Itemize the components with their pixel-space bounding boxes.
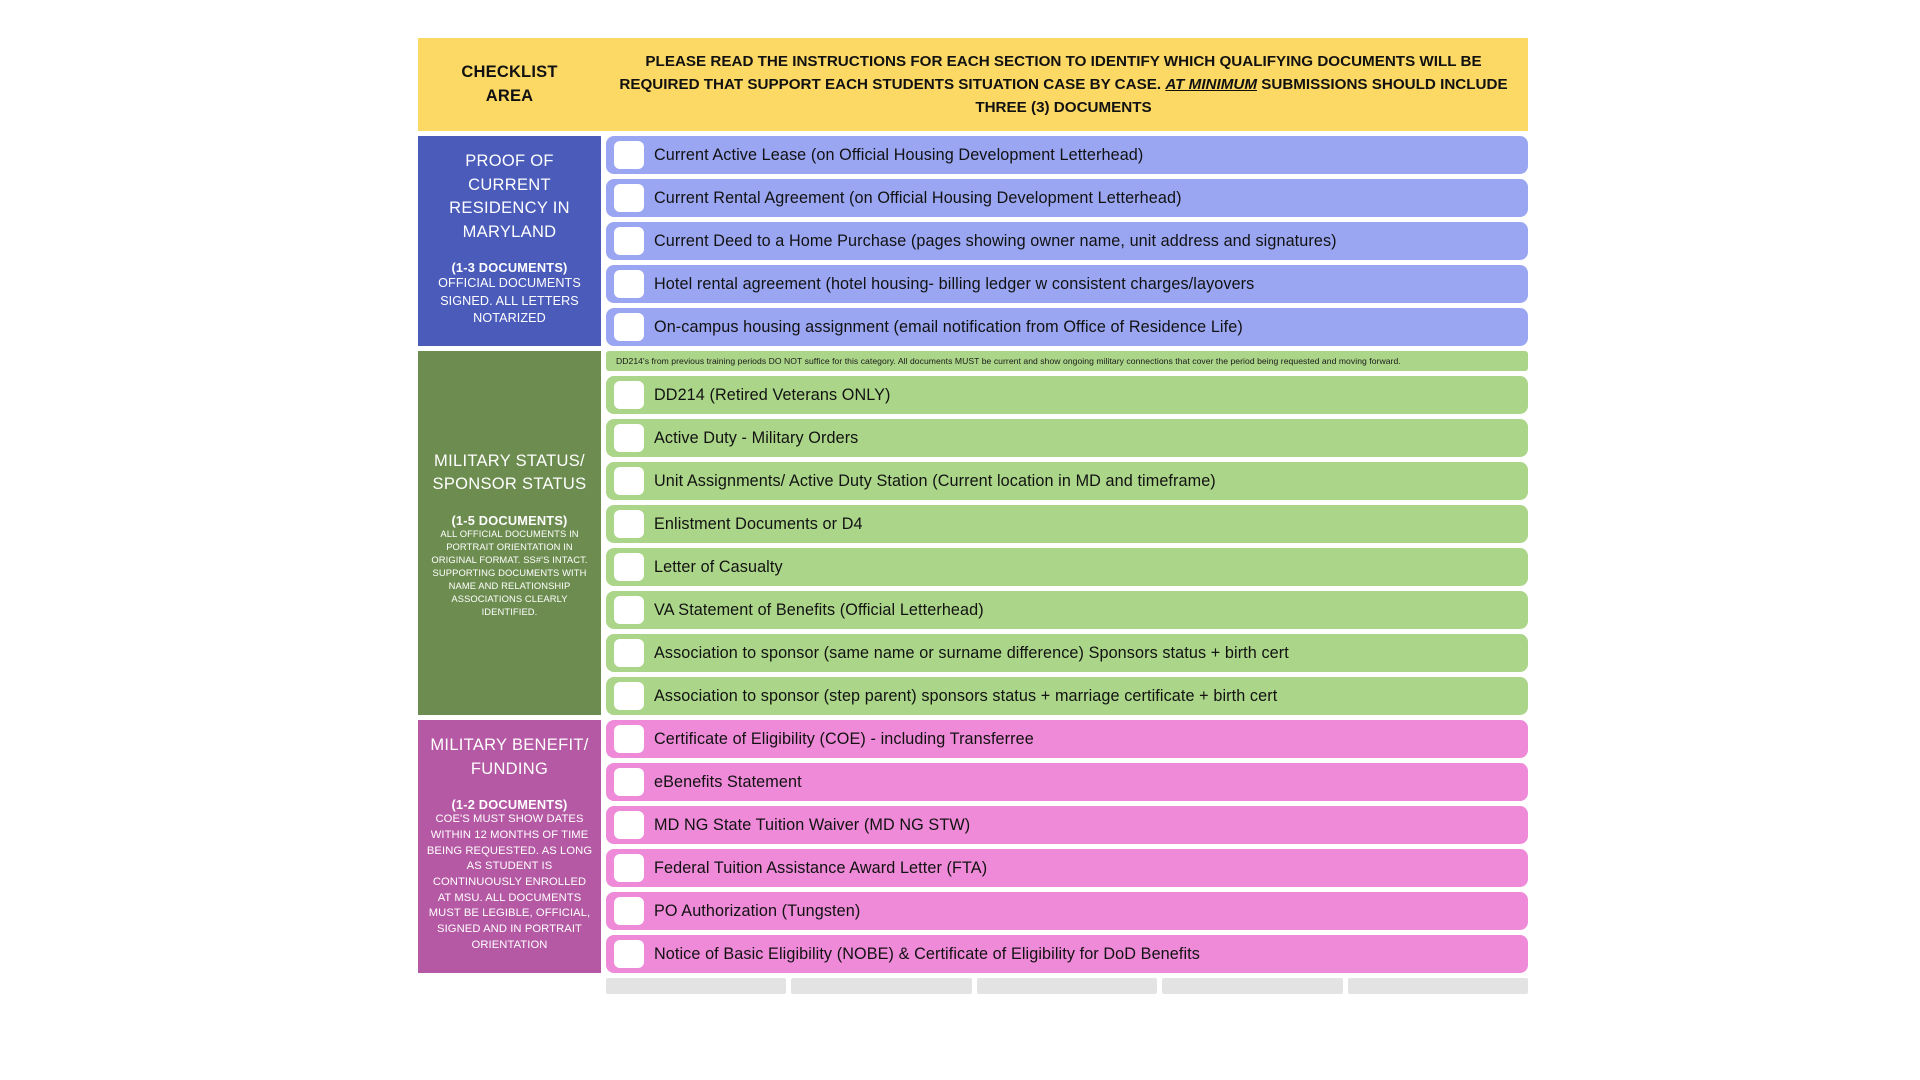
section-note-military-status: DD214's from previous training periods DO NOT suffice for this category. All documents MUST be current and show ongoing military connections that cover the period being requested and moving forward. [606, 351, 1528, 371]
category-title-military-status: MILITARY STATUS/ SPONSOR STATUS [432, 452, 587, 494]
document-row[interactable] [606, 136, 1528, 174]
checkbox-icon[interactable] [614, 184, 644, 212]
header-instructions-part1: PLEASE READ THE INSTRUCTIONS FOR EACH SECTION TO IDENTIFY WHICH QUALIFYING DOCUMENTS WILL BE REQUIRED THAT SUPPORT EACH STUDENTS SITUATION CASE BY CASE. [619, 53, 1482, 94]
document-row[interactable] [606, 376, 1528, 414]
category-count-benefit-funding: (1-2 DOCUMENTS) [451, 797, 568, 813]
document-row[interactable] [606, 806, 1528, 844]
document-label: VA Statement of Benefits (Official Letterhead) [654, 600, 984, 619]
document-label: Active Duty - Military Orders [654, 428, 859, 447]
document-row[interactable] [606, 265, 1528, 303]
document-label: DD214 (Retired Veterans ONLY) [654, 385, 891, 404]
document-label: Enlistment Documents or D4 [654, 514, 863, 533]
category-title-benefit-funding: MILITARY BENEFIT/ FUNDING [430, 736, 589, 778]
category-label-benefit-funding [418, 720, 601, 973]
document-row[interactable] [606, 763, 1528, 801]
footer-stub [1348, 978, 1528, 994]
section-military-status [418, 351, 1528, 715]
document-label: Association to sponsor (step parent) sponsors status + marriage certificate + birth cert [654, 686, 1278, 705]
document-row[interactable] [606, 179, 1528, 217]
document-list-benefit-funding [601, 720, 1528, 973]
document-label: MD NG State Tuition Waiver (MD NG STW) [654, 815, 971, 834]
document-row[interactable] [606, 222, 1528, 260]
category-note-benefit-funding: COE'S MUST SHOW DATES WITHIN 12 MONTHS OF TIME BEING REQUESTED. AS LONG AS STUDENT IS CONTINUOUSLY ENROLLED AT MSU. ALL DOCUMENTS MUST BE LEGIBLE, OFFICIAL, SIGNED AND IN PORTRAIT ORIENTATION [426, 813, 593, 951]
document-row[interactable] [606, 892, 1528, 930]
checkbox-icon[interactable] [614, 227, 644, 255]
document-label: Notice of Basic Eligibility (NOBE) & Certificate of Eligibility for DoD Benefits [654, 944, 1200, 963]
checkbox-icon[interactable] [614, 639, 644, 667]
document-label: eBenefits Statement [654, 772, 802, 791]
category-count-residency: (1-3 DOCUMENTS) [451, 259, 568, 275]
footer-stub [1162, 978, 1342, 994]
checklist-board [418, 38, 1528, 994]
checkbox-icon[interactable] [614, 553, 644, 581]
document-row[interactable] [606, 505, 1528, 543]
header-instructions-part2: SUBMISSIONS SHOULD INCLUDE THREE (3) DOCUMENTS [975, 76, 1508, 117]
document-label: On-campus housing assignment (email notification from Office of Residence Life) [654, 317, 1243, 336]
section-residency [418, 136, 1528, 346]
document-row[interactable] [606, 548, 1528, 586]
checkbox-icon[interactable] [614, 940, 644, 968]
checkbox-icon[interactable] [614, 768, 644, 796]
section-benefit-funding [418, 720, 1528, 973]
checkbox-icon[interactable] [614, 682, 644, 710]
checkbox-icon[interactable] [614, 313, 644, 341]
document-row[interactable] [606, 419, 1528, 457]
footer-stub-row [606, 978, 1528, 994]
checkbox-icon[interactable] [614, 596, 644, 624]
document-label: Current Deed to a Home Purchase (pages showing owner name, unit address and signatures) [654, 231, 1337, 250]
document-label: Federal Tuition Assistance Award Letter (FTA) [654, 858, 988, 877]
document-list-residency [601, 136, 1528, 346]
checkbox-icon[interactable] [614, 811, 644, 839]
checklist-area-title-line2: AREA [485, 86, 534, 105]
header-row [418, 38, 1528, 131]
document-row[interactable] [606, 849, 1528, 887]
checkbox-icon[interactable] [614, 467, 644, 495]
checklist-area-title [418, 38, 601, 131]
document-row[interactable] [606, 634, 1528, 672]
category-label-military-status [418, 351, 601, 715]
checkbox-icon[interactable] [614, 381, 644, 409]
document-list-military-status [601, 351, 1528, 715]
document-label: PO Authorization (Tungsten) [654, 901, 861, 920]
category-count-military-status: (1-5 DOCUMENTS) [451, 512, 568, 528]
document-row[interactable] [606, 462, 1528, 500]
document-label: Association to sponsor (same name or surname difference) Sponsors status + birth cert [654, 643, 1289, 662]
document-row[interactable] [606, 591, 1528, 629]
category-label-residency [418, 136, 601, 346]
checkbox-icon[interactable] [614, 897, 644, 925]
checkbox-icon[interactable] [614, 725, 644, 753]
document-label: Letter of Casualty [654, 557, 783, 576]
checkbox-icon[interactable] [614, 424, 644, 452]
header-instructions-emphasis: AT MINIMUM [1165, 76, 1257, 94]
document-row[interactable] [606, 308, 1528, 346]
checkbox-icon[interactable] [614, 510, 644, 538]
category-title-residency: PROOF OF CURRENT RESIDENCY IN MARYLAND [449, 152, 570, 241]
checkbox-icon[interactable] [614, 141, 644, 169]
footer-stub [606, 978, 786, 994]
header-instructions [601, 38, 1528, 131]
document-label: Certificate of Eligibility (COE) - including Transferree [654, 729, 1034, 748]
document-label: Unit Assignments/ Active Duty Station (Current location in MD and timeframe) [654, 471, 1216, 490]
category-note-military-status: ALL OFFICIAL DOCUMENTS IN PORTRAIT ORIENTATION IN ORIGINAL FORMAT. SS#'S INTACT. SUPPORTING DOCUMENTS WITH NAME AND RELATIONSHIP ASSOCIATIONS CLEARLY IDENTIFIED. [431, 527, 588, 617]
checkbox-icon[interactable] [614, 854, 644, 882]
footer-stub [977, 978, 1157, 994]
document-row[interactable] [606, 677, 1528, 715]
category-note-residency: OFFICIAL DOCUMENTS SIGNED. ALL LETTERS NOTARIZED [438, 275, 581, 326]
document-label: Hotel rental agreement (hotel housing- billing ledger w consistent charges/layovers [654, 274, 1255, 293]
document-row[interactable] [606, 720, 1528, 758]
checklist-area-title-line1: CHECKLIST [461, 62, 558, 81]
footer-stub [791, 978, 971, 994]
document-label: Current Active Lease (on Official Housing Development Letterhead) [654, 145, 1144, 164]
document-label: Current Rental Agreement (on Official Housing Development Letterhead) [654, 188, 1182, 207]
document-row[interactable] [606, 935, 1528, 973]
checkbox-icon[interactable] [614, 270, 644, 298]
